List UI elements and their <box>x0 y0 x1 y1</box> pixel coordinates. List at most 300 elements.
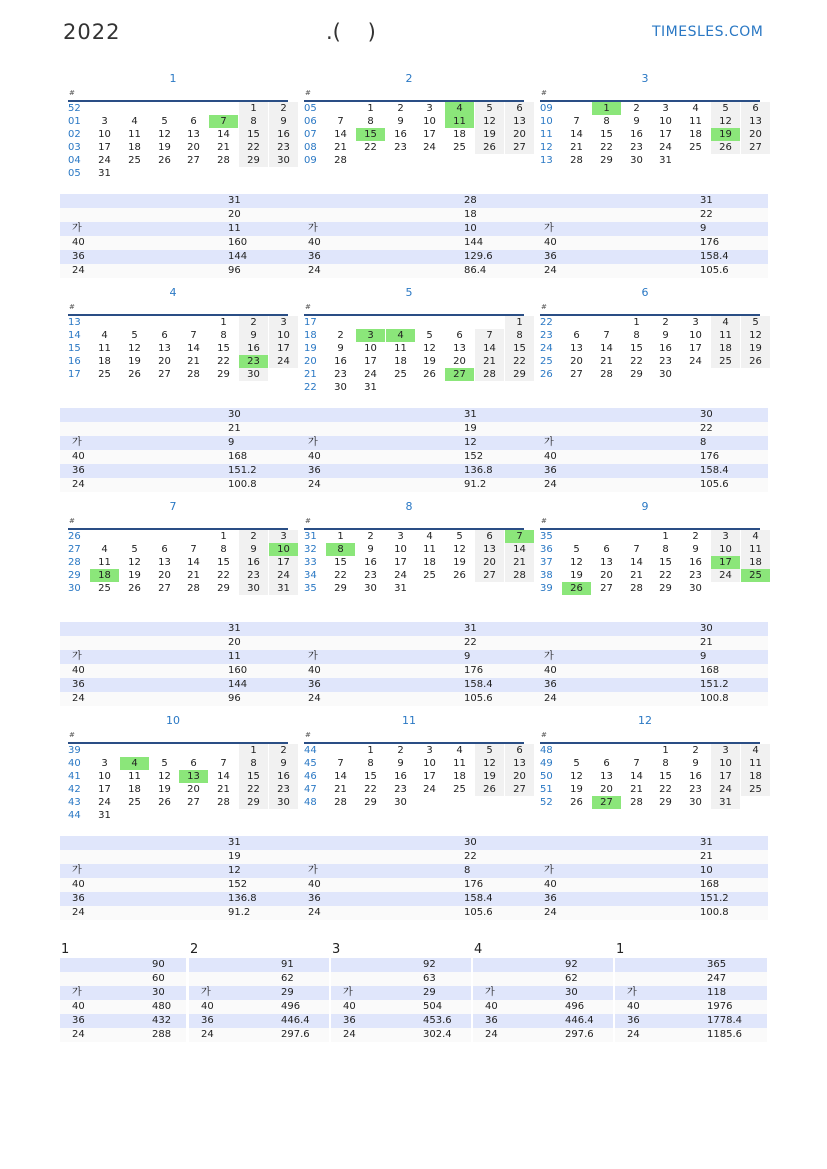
day-cell[interactable]: 17 <box>423 129 436 140</box>
day-cell[interactable]: 30 <box>269 154 298 167</box>
day-cell[interactable]: 10 <box>711 543 740 556</box>
day-cell[interactable]: 11 <box>453 758 466 769</box>
day-cell[interactable]: 18 <box>90 569 119 582</box>
day-cell[interactable]: 13 <box>453 343 466 354</box>
day-cell[interactable]: 14 <box>187 557 200 568</box>
day-cell[interactable]: 21 <box>187 570 200 581</box>
day-cell[interactable]: 19 <box>570 784 583 795</box>
day-cell[interactable]: 15 <box>239 128 268 141</box>
day-cell[interactable]: 14 <box>630 557 643 568</box>
day-cell[interactable]: 18 <box>394 356 407 367</box>
day-cell[interactable]: 24 <box>364 369 377 380</box>
day-cell[interactable]: 24 <box>659 142 672 153</box>
day-cell[interactable]: 19 <box>475 128 504 141</box>
day-cell[interactable]: 21 <box>334 142 347 153</box>
day-cell[interactable]: 4 <box>120 757 149 770</box>
day-cell[interactable]: 25 <box>711 355 740 368</box>
month-title[interactable]: 6 <box>641 286 649 299</box>
day-cell[interactable]: 3 <box>269 530 298 543</box>
day-cell[interactable]: 9 <box>367 544 374 555</box>
day-cell[interactable]: 12 <box>741 329 770 342</box>
day-cell[interactable]: 13 <box>570 343 583 354</box>
day-cell[interactable]: 31 <box>98 168 111 179</box>
day-cell[interactable]: 16 <box>364 557 377 568</box>
day-cell[interactable]: 6 <box>573 330 580 341</box>
day-cell[interactable]: 11 <box>741 543 770 556</box>
day-cell[interactable]: 23 <box>630 142 643 153</box>
day-cell[interactable]: 5 <box>475 744 504 757</box>
day-cell[interactable]: 19 <box>128 570 141 581</box>
day-cell[interactable]: 7 <box>633 544 640 555</box>
day-cell[interactable]: 24 <box>423 142 436 153</box>
day-cell[interactable]: 17 <box>689 343 702 354</box>
month-title[interactable]: 11 <box>402 714 416 727</box>
day-cell[interactable]: 30 <box>689 583 702 594</box>
day-cell[interactable]: 27 <box>505 783 534 796</box>
day-cell[interactable]: 30 <box>659 369 672 380</box>
day-cell[interactable]: 23 <box>269 141 298 154</box>
day-cell[interactable]: 24 <box>423 784 436 795</box>
day-cell[interactable]: 27 <box>445 368 474 381</box>
day-cell[interactable]: 24 <box>98 797 111 808</box>
day-cell[interactable]: 28 <box>217 155 230 166</box>
day-cell[interactable]: 22 <box>217 570 230 581</box>
day-cell[interactable]: 1 <box>662 745 669 756</box>
site-logo[interactable]: TIMESLES.COM <box>652 24 764 40</box>
day-cell[interactable]: 20 <box>187 784 200 795</box>
day-cell[interactable]: 1 <box>505 316 534 329</box>
day-cell[interactable]: 9 <box>269 115 298 128</box>
day-cell[interactable]: 11 <box>128 129 141 140</box>
day-cell[interactable]: 7 <box>337 758 344 769</box>
day-cell[interactable]: 23 <box>394 142 407 153</box>
day-cell[interactable]: 27 <box>158 583 171 594</box>
day-cell[interactable]: 28 <box>505 569 534 582</box>
day-cell[interactable]: 14 <box>630 771 643 782</box>
day-cell[interactable]: 23 <box>334 369 347 380</box>
day-cell[interactable]: 18 <box>741 770 770 783</box>
day-cell[interactable]: 28 <box>217 797 230 808</box>
day-cell[interactable]: 22 <box>239 783 268 796</box>
day-cell[interactable]: 15 <box>505 342 534 355</box>
day-cell[interactable]: 7 <box>220 758 227 769</box>
day-cell[interactable]: 20 <box>505 128 534 141</box>
day-cell[interactable]: 23 <box>239 569 268 582</box>
day-cell[interactable]: 3 <box>101 116 108 127</box>
day-cell[interactable]: 5 <box>573 544 580 555</box>
day-cell[interactable]: 24 <box>711 783 740 796</box>
day-cell[interactable]: 11 <box>98 557 111 568</box>
day-cell[interactable]: 1 <box>220 317 227 328</box>
day-cell[interactable]: 12 <box>570 771 583 782</box>
day-cell[interactable]: 19 <box>570 570 583 581</box>
day-cell[interactable]: 18 <box>689 129 702 140</box>
day-cell[interactable]: 20 <box>600 784 613 795</box>
day-cell[interactable]: 6 <box>190 758 197 769</box>
day-cell[interactable]: 29 <box>217 583 230 594</box>
month-title[interactable]: 9 <box>641 500 649 513</box>
day-cell[interactable]: 15 <box>239 770 268 783</box>
day-cell[interactable]: 23 <box>394 784 407 795</box>
day-cell[interactable]: 3 <box>356 329 385 342</box>
day-cell[interactable]: 30 <box>630 155 643 166</box>
day-cell[interactable]: 20 <box>453 356 466 367</box>
day-cell[interactable]: 16 <box>630 129 643 140</box>
day-cell[interactable]: 25 <box>453 142 466 153</box>
day-cell[interactable]: 30 <box>394 797 407 808</box>
day-cell[interactable]: 7 <box>337 116 344 127</box>
month-title[interactable]: 10 <box>166 714 180 727</box>
day-cell[interactable]: 11 <box>394 343 407 354</box>
day-cell[interactable]: 5 <box>426 330 433 341</box>
day-cell[interactable]: 7 <box>190 330 197 341</box>
day-cell[interactable]: 21 <box>187 356 200 367</box>
day-cell[interactable]: 26 <box>711 141 740 154</box>
day-cell[interactable]: 7 <box>505 530 534 543</box>
day-cell[interactable]: 10 <box>423 758 436 769</box>
day-cell[interactable]: 19 <box>741 342 770 355</box>
day-cell[interactable]: 14 <box>334 771 347 782</box>
day-cell[interactable]: 20 <box>570 356 583 367</box>
day-cell[interactable]: 26 <box>128 583 141 594</box>
day-cell[interactable]: 21 <box>475 355 504 368</box>
day-cell[interactable]: 19 <box>453 557 466 568</box>
day-cell[interactable]: 20 <box>187 142 200 153</box>
day-cell[interactable]: 28 <box>187 583 200 594</box>
day-cell[interactable]: 16 <box>394 129 407 140</box>
day-cell[interactable]: 15 <box>334 557 347 568</box>
day-cell[interactable]: 20 <box>158 356 171 367</box>
day-cell[interactable]: 1 <box>633 317 640 328</box>
day-cell[interactable]: 20 <box>741 128 770 141</box>
day-cell[interactable]: 24 <box>689 356 702 367</box>
day-cell[interactable]: 8 <box>505 329 534 342</box>
day-cell[interactable]: 22 <box>505 355 534 368</box>
day-cell[interactable]: 27 <box>741 141 770 154</box>
day-cell[interactable]: 8 <box>239 757 268 770</box>
day-cell[interactable]: 3 <box>101 758 108 769</box>
day-cell[interactable]: 15 <box>364 771 377 782</box>
day-cell[interactable]: 4 <box>456 745 463 756</box>
day-cell[interactable]: 27 <box>187 155 200 166</box>
day-cell[interactable]: 16 <box>239 342 268 355</box>
day-cell[interactable]: 27 <box>158 369 171 380</box>
day-cell[interactable]: 7 <box>603 330 610 341</box>
day-cell[interactable]: 13 <box>179 770 208 783</box>
day-cell[interactable]: 26 <box>741 355 770 368</box>
day-cell[interactable]: 3 <box>662 103 669 114</box>
day-cell[interactable]: 16 <box>269 770 298 783</box>
day-cell[interactable]: 5 <box>131 544 138 555</box>
day-cell[interactable]: 15 <box>356 128 385 141</box>
day-cell[interactable]: 30 <box>239 368 268 381</box>
day-cell[interactable]: 31 <box>659 155 672 166</box>
day-cell[interactable]: 22 <box>239 141 268 154</box>
day-cell[interactable]: 2 <box>692 531 699 542</box>
day-cell[interactable]: 29 <box>659 583 672 594</box>
day-cell[interactable]: 14 <box>217 771 230 782</box>
month-title[interactable]: 12 <box>638 714 652 727</box>
day-cell[interactable]: 17 <box>364 356 377 367</box>
day-cell[interactable]: 31 <box>98 810 111 821</box>
day-cell[interactable]: 31 <box>394 583 407 594</box>
day-cell[interactable]: 30 <box>364 583 377 594</box>
day-cell[interactable]: 26 <box>475 783 504 796</box>
day-cell[interactable]: 8 <box>633 330 640 341</box>
day-cell[interactable]: 2 <box>397 745 404 756</box>
day-cell[interactable]: 19 <box>158 784 171 795</box>
day-cell[interactable]: 8 <box>603 116 610 127</box>
day-cell[interactable]: 2 <box>239 316 268 329</box>
day-cell[interactable]: 21 <box>630 784 643 795</box>
day-cell[interactable]: 14 <box>217 129 230 140</box>
day-cell[interactable]: 25 <box>98 369 111 380</box>
day-cell[interactable]: 17 <box>98 784 111 795</box>
day-cell[interactable]: 4 <box>741 530 770 543</box>
day-cell[interactable]: 5 <box>711 102 740 115</box>
day-cell[interactable]: 11 <box>423 544 436 555</box>
day-cell[interactable]: 20 <box>600 570 613 581</box>
day-cell[interactable]: 22 <box>364 784 377 795</box>
day-cell[interactable]: 17 <box>711 770 740 783</box>
day-cell[interactable]: 17 <box>394 557 407 568</box>
day-cell[interactable]: 9 <box>397 758 404 769</box>
day-cell[interactable]: 4 <box>101 544 108 555</box>
day-cell[interactable]: 9 <box>269 757 298 770</box>
day-cell[interactable]: 29 <box>630 369 643 380</box>
day-cell[interactable]: 27 <box>570 369 583 380</box>
day-cell[interactable]: 15 <box>217 343 230 354</box>
day-cell[interactable]: 10 <box>98 129 111 140</box>
day-cell[interactable]: 9 <box>662 330 669 341</box>
month-title[interactable]: 7 <box>169 500 177 513</box>
day-cell[interactable]: 6 <box>475 530 504 543</box>
day-cell[interactable]: 18 <box>98 356 111 367</box>
day-cell[interactable]: 5 <box>161 116 168 127</box>
day-cell[interactable]: 1 <box>239 102 268 115</box>
day-cell[interactable]: 26 <box>562 582 591 595</box>
day-cell[interactable]: 5 <box>475 102 504 115</box>
day-cell[interactable]: 25 <box>453 784 466 795</box>
day-cell[interactable]: 20 <box>158 570 171 581</box>
day-cell[interactable]: 12 <box>423 343 436 354</box>
day-cell[interactable]: 15 <box>659 557 672 568</box>
day-cell[interactable]: 12 <box>711 115 740 128</box>
day-cell[interactable]: 7 <box>573 116 580 127</box>
day-cell[interactable]: 19 <box>128 356 141 367</box>
day-cell[interactable]: 12 <box>475 115 504 128</box>
day-cell[interactable]: 8 <box>239 115 268 128</box>
day-cell[interactable]: 9 <box>397 116 404 127</box>
day-cell[interactable]: 18 <box>128 784 141 795</box>
day-cell[interactable]: 11 <box>711 329 740 342</box>
day-cell[interactable]: 25 <box>128 797 141 808</box>
day-cell[interactable]: 9 <box>692 758 699 769</box>
day-cell[interactable]: 18 <box>453 771 466 782</box>
day-cell[interactable]: 18 <box>128 142 141 153</box>
day-cell[interactable]: 31 <box>269 582 298 595</box>
day-cell[interactable]: 1 <box>220 531 227 542</box>
day-cell[interactable]: 11 <box>741 757 770 770</box>
day-cell[interactable]: 10 <box>269 329 298 342</box>
day-cell[interactable]: 4 <box>692 103 699 114</box>
month-title[interactable]: 4 <box>169 286 177 299</box>
day-cell[interactable]: 4 <box>711 316 740 329</box>
day-cell[interactable]: 25 <box>689 142 702 153</box>
day-cell[interactable]: 27 <box>600 583 613 594</box>
month-title[interactable]: 5 <box>405 286 413 299</box>
day-cell[interactable]: 2 <box>633 103 640 114</box>
day-cell[interactable]: 10 <box>364 343 377 354</box>
day-cell[interactable]: 30 <box>239 582 268 595</box>
day-cell[interactable]: 18 <box>423 557 436 568</box>
day-cell[interactable]: 6 <box>505 102 534 115</box>
day-cell[interactable]: 26 <box>423 369 436 380</box>
day-cell[interactable]: 28 <box>475 368 504 381</box>
day-cell[interactable]: 2 <box>337 330 344 341</box>
month-title[interactable]: 2 <box>405 72 413 85</box>
day-cell[interactable]: 29 <box>505 368 534 381</box>
day-cell[interactable]: 26 <box>453 570 466 581</box>
day-cell[interactable]: 4 <box>741 744 770 757</box>
day-cell[interactable]: 21 <box>217 784 230 795</box>
day-cell[interactable]: 9 <box>337 343 344 354</box>
day-cell[interactable]: 13 <box>158 343 171 354</box>
day-cell[interactable]: 20 <box>505 770 534 783</box>
day-cell[interactable]: 5 <box>573 758 580 769</box>
day-cell[interactable]: 4 <box>386 329 415 342</box>
day-cell[interactable]: 16 <box>689 557 702 568</box>
day-cell[interactable]: 18 <box>741 556 770 569</box>
day-cell[interactable]: 11 <box>445 115 474 128</box>
day-cell[interactable]: 6 <box>190 116 197 127</box>
day-cell[interactable]: 24 <box>711 569 740 582</box>
day-cell[interactable]: 19 <box>158 142 171 153</box>
day-cell[interactable]: 18 <box>711 342 740 355</box>
day-cell[interactable]: 17 <box>98 142 111 153</box>
day-cell[interactable]: 23 <box>689 784 702 795</box>
day-cell[interactable]: 11 <box>128 771 141 782</box>
day-cell[interactable]: 7 <box>633 758 640 769</box>
day-cell[interactable]: 1 <box>662 531 669 542</box>
day-cell[interactable]: 22 <box>364 142 377 153</box>
day-cell[interactable]: 27 <box>592 796 621 809</box>
day-cell[interactable]: 6 <box>161 330 168 341</box>
day-cell[interactable]: 5 <box>161 758 168 769</box>
day-cell[interactable]: 25 <box>128 155 141 166</box>
day-cell[interactable]: 11 <box>689 116 702 127</box>
day-cell[interactable]: 13 <box>505 757 534 770</box>
day-cell[interactable]: 23 <box>364 570 377 581</box>
day-cell[interactable]: 8 <box>326 543 355 556</box>
day-cell[interactable]: 4 <box>445 102 474 115</box>
day-cell[interactable]: 4 <box>426 531 433 542</box>
day-cell[interactable]: 25 <box>98 583 111 594</box>
day-cell[interactable]: 12 <box>128 557 141 568</box>
day-cell[interactable]: 17 <box>269 342 298 355</box>
day-cell[interactable]: 29 <box>364 797 377 808</box>
day-cell[interactable]: 1 <box>337 531 344 542</box>
day-cell[interactable]: 3 <box>426 103 433 114</box>
day-cell[interactable]: 3 <box>426 745 433 756</box>
day-cell[interactable]: 12 <box>475 757 504 770</box>
day-cell[interactable]: 29 <box>600 155 613 166</box>
day-cell[interactable]: 24 <box>269 569 298 582</box>
day-cell[interactable]: 10 <box>711 757 740 770</box>
day-cell[interactable]: 1 <box>367 745 374 756</box>
day-cell[interactable]: 2 <box>269 744 298 757</box>
day-cell[interactable]: 1 <box>239 744 268 757</box>
day-cell[interactable]: 16 <box>689 771 702 782</box>
day-cell[interactable]: 5 <box>456 531 463 542</box>
day-cell[interactable]: 2 <box>397 103 404 114</box>
day-cell[interactable]: 13 <box>505 115 534 128</box>
day-cell[interactable]: 10 <box>659 116 672 127</box>
day-cell[interactable]: 11 <box>98 343 111 354</box>
day-cell[interactable]: 19 <box>475 770 504 783</box>
day-cell[interactable]: 1 <box>592 102 621 115</box>
day-cell[interactable]: 26 <box>128 369 141 380</box>
day-cell[interactable]: 23 <box>269 783 298 796</box>
day-cell[interactable]: 15 <box>659 771 672 782</box>
day-cell[interactable]: 6 <box>456 330 463 341</box>
day-cell[interactable]: 7 <box>475 329 504 342</box>
day-cell[interactable]: 17 <box>659 129 672 140</box>
day-cell[interactable]: 26 <box>158 155 171 166</box>
day-cell[interactable]: 2 <box>367 531 374 542</box>
day-cell[interactable]: 10 <box>423 116 436 127</box>
day-cell[interactable]: 24 <box>269 355 298 368</box>
day-cell[interactable]: 14 <box>600 343 613 354</box>
day-cell[interactable]: 13 <box>600 771 613 782</box>
day-cell[interactable]: 29 <box>239 154 268 167</box>
day-cell[interactable]: 13 <box>475 543 504 556</box>
day-cell[interactable]: 28 <box>334 155 347 166</box>
day-cell[interactable]: 9 <box>239 329 268 342</box>
day-cell[interactable]: 6 <box>741 102 770 115</box>
day-cell[interactable]: 29 <box>239 796 268 809</box>
day-cell[interactable]: 12 <box>570 557 583 568</box>
day-cell[interactable]: 22 <box>659 570 672 581</box>
day-cell[interactable]: 14 <box>475 342 504 355</box>
day-cell[interactable]: 25 <box>423 570 436 581</box>
day-cell[interactable]: 8 <box>662 544 669 555</box>
day-cell[interactable]: 14 <box>505 543 534 556</box>
day-cell[interactable]: 21 <box>600 356 613 367</box>
day-cell[interactable]: 26 <box>158 797 171 808</box>
day-cell[interactable]: 23 <box>239 355 268 368</box>
day-cell[interactable]: 25 <box>394 369 407 380</box>
month-title[interactable]: 8 <box>405 500 413 513</box>
month-title[interactable]: 1 <box>169 72 177 85</box>
month-title[interactable]: 3 <box>641 72 649 85</box>
day-cell[interactable]: 16 <box>334 356 347 367</box>
day-cell[interactable]: 2 <box>692 745 699 756</box>
day-cell[interactable]: 22 <box>600 142 613 153</box>
day-cell[interactable]: 12 <box>158 771 171 782</box>
day-cell[interactable]: 28 <box>630 583 643 594</box>
day-cell[interactable]: 6 <box>603 544 610 555</box>
day-cell[interactable]: 13 <box>600 557 613 568</box>
day-cell[interactable]: 9 <box>692 544 699 555</box>
day-cell[interactable]: 8 <box>367 116 374 127</box>
day-cell[interactable]: 17 <box>269 556 298 569</box>
day-cell[interactable]: 18 <box>453 129 466 140</box>
day-cell[interactable]: 16 <box>659 343 672 354</box>
day-cell[interactable]: 2 <box>239 530 268 543</box>
day-cell[interactable]: 8 <box>367 758 374 769</box>
day-cell[interactable]: 15 <box>600 129 613 140</box>
